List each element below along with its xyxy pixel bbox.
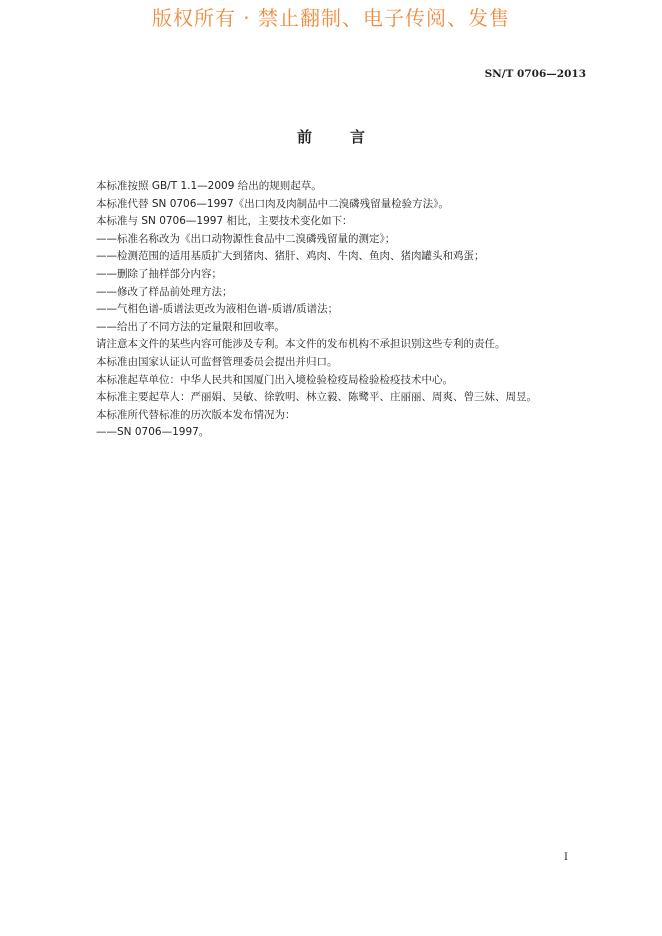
page-number: I	[564, 852, 568, 863]
body-line: 本标准所代替标准的历次版本发布情况为：	[96, 408, 296, 421]
standard-code: SN/T 0706—2013	[484, 68, 586, 80]
body-line: ——标准名称改为《出口动物源性食品中二溴磷残留量的测定》；	[96, 232, 396, 245]
body-line: ——气相色谱-质谱法更改为液相色谱-质谱/质谱法；	[96, 303, 339, 316]
body-line: 本标准按照 GB/T 1.1—2009 给出的规则起草。	[96, 180, 322, 192]
copyright-watermark: 版权所有 · 禁止翻制、电子传阅、发售	[151, 6, 511, 30]
body-line: 本标准起草单位：中华人民共和国厦门出入境检验检疫局检验检疫技术中心。	[96, 373, 453, 386]
section-title: 前言	[296, 128, 403, 146]
body-line: 本标准代替 SN 0706—1997《出口肉及肉制品中二溴磷残留量检验方法》。	[96, 197, 449, 210]
body-line: ——给出了不同方法的定量限和回收率。	[96, 320, 285, 333]
body-line: 请注意本文件的某些内容可能涉及专利。本文件的发布机构不承担识别这些专利的责任。	[96, 338, 506, 351]
body-line: 本标准与 SN 0706—1997 相比，主要技术变化如下：	[96, 215, 353, 228]
body-line: ——修改了样品前处理方法；	[96, 285, 233, 298]
foreword-body	[96, 178, 576, 442]
body-line: ——SN 0706—1997。	[96, 426, 210, 439]
body-line: ——删除了抽样部分内容；	[96, 267, 222, 280]
body-line: ——检测范围的适用基质扩大到猪肉、猪肝、鸡肉、牛肉、鱼肉、猪肉罐头和鸡蛋；	[96, 250, 485, 263]
body-line: 本标准主要起草人：严丽娟、吴敏、徐敦明、林立毅、陈鹭平、庄丽丽、周爽、曾三妹、周昱。	[96, 391, 537, 404]
body-line: 本标准由国家认证认可监督管理委员会提出并归口。	[96, 355, 338, 368]
